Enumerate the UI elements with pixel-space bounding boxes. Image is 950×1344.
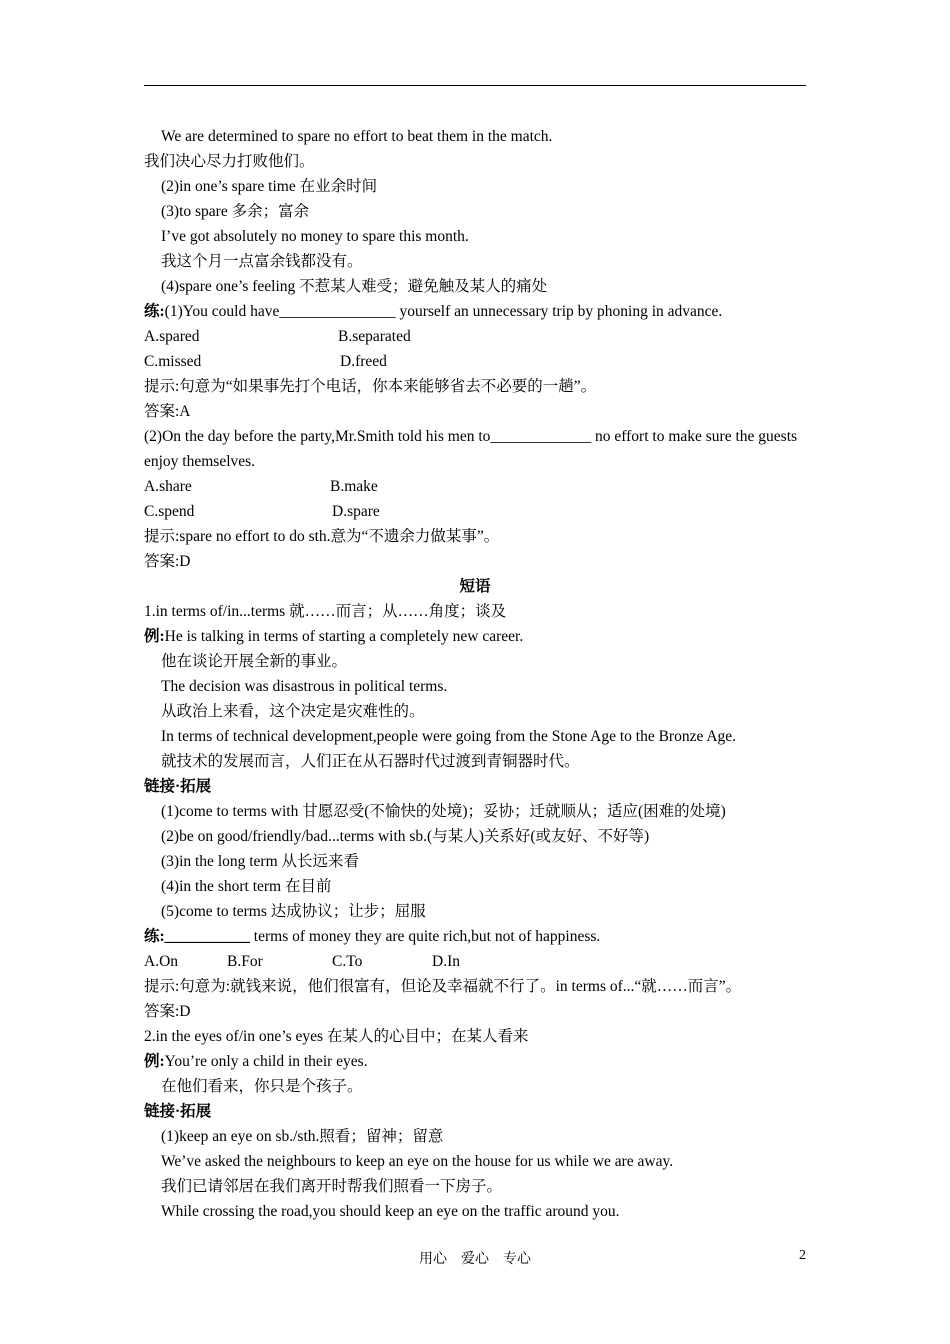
header-rule [144,85,806,86]
question-text: (1)You could have_______________ yourself an unnecessary trip by phoning in advance. [164,303,723,320]
option-d: D.spare [332,503,380,520]
option-d: D.freed [340,353,387,370]
translation: 从政治上来看，这个决定是灾难性的。 [161,703,425,720]
example-text: He is talking in terms of starting a completely new career. [164,628,524,645]
example-label: 例: [144,628,165,645]
usage-item: (2)be on good/friendly/bad...terms with sb.(与某人)关系好(或友好、不好等) [161,828,650,845]
options-row [144,474,806,499]
option-c: C.To [332,953,363,970]
usage-item: (3)to spare 多余；富余 [161,203,310,220]
option-b: B.make [330,478,378,495]
translation: 他在谈论开展全新的事业。 [161,653,348,670]
usage-item: (1)come to terms with 甘愿忍受(不愉快的处境)；妥协；迁就顺从；适应(困难的处境) [161,803,726,820]
usage-item: (5)come to terms 达成协议；让步；屈服 [161,903,426,920]
exercise-question [144,299,806,324]
options-row [144,349,806,374]
extension-heading: 链接·拓展 [144,1103,212,1120]
option-a: A.On [144,953,179,970]
exercise-question [144,924,806,949]
options-row [144,499,806,524]
option-a: A.share [144,478,192,495]
hint: 提示:句意为“如果事先打个电话，你本来能够省去不必要的一趟”。 [144,378,597,395]
exercise-question: (2)On the day before the party,Mr.Smith told his men to_____________ no effort to make sure the guests enjoy themselves. [144,428,798,470]
answer: 答案:D [144,553,191,570]
example-sentence: We’ve asked the neighbours to keep an eye on the house for us while we are away. [161,1153,674,1170]
options-row [144,324,806,349]
document-body [144,124,806,1224]
translation: 我们决心尽力打败他们。 [144,153,315,170]
usage-item: (3)in the long term 从长远来看 [161,853,360,870]
example-sentence: I’ve got absolutely no money to spare this month. [161,228,469,245]
option-c: C.spend [144,503,195,520]
option-d: D.In [432,953,460,970]
section-heading: 短语 [459,578,491,595]
answer: 答案:D [144,1003,191,1020]
usage-item: (2)in one’s spare time 在业余时间 [161,178,378,195]
phrase-entry: 1.in terms of/in...terms 就……而言；从……角度；谈及 [144,603,507,620]
usage-item: (4)spare one’s feeling 不惹某人难受；避免触及某人的痛处 [161,278,548,295]
option-b: B.For [227,953,263,970]
usage-item: (1)keep an eye on sb./sth.照看；留神；留意 [161,1128,444,1145]
translation: 我们已请邻居在我们离开时帮我们照看一下房子。 [161,1178,503,1195]
footer-motto: 用心 爱心 专心 [419,1252,531,1267]
translation: 在他们看来，你只是个孩子。 [161,1078,363,1095]
translation: 我这个月一点富余钱都没有。 [161,253,363,270]
exercise-label: 练:___________ [144,928,250,945]
usage-item: (4)in the short term 在目前 [161,878,332,895]
extension-heading: 链接·拓展 [144,778,212,795]
option-b: B.separated [338,328,411,345]
example-sentence: The decision was disastrous in political terms. [161,678,448,695]
option-a: A.spared [144,328,200,345]
translation: 就技术的发展而言，人们正在从石器时代过渡到青铜器时代。 [161,753,580,770]
answer: 答案:A [144,403,191,420]
hint: 提示:spare no effort to do sth.意为“不遗余力做某事”。 [144,528,500,545]
exercise-label: 练: [144,303,165,320]
options-row [144,949,806,974]
option-c: C.missed [144,353,202,370]
example-label: 例: [144,1053,165,1070]
example-line [144,1049,806,1074]
page-number: 2 [799,1248,806,1263]
example-sentence: In terms of technical development,people were going from the Stone Age to the Bronze Age. [161,728,737,745]
phrase-entry: 2.in the eyes of/in one’s eyes 在某人的心目中；在某人看来 [144,1028,529,1045]
hint: 提示:句意为:就钱来说，他们很富有，但论及幸福就不行了。in terms of...“就……而言”。 [144,978,742,995]
example-text: You’re only a child in their eyes. [164,1053,368,1070]
example-line [144,624,806,649]
example-sentence: While crossing the road,you should keep an eye on the traffic around you. [161,1203,620,1220]
question-text: terms of money they are quite rich,but not of happiness. [249,928,601,945]
example-sentence: We are determined to spare no effort to beat them in the match. [161,128,553,145]
